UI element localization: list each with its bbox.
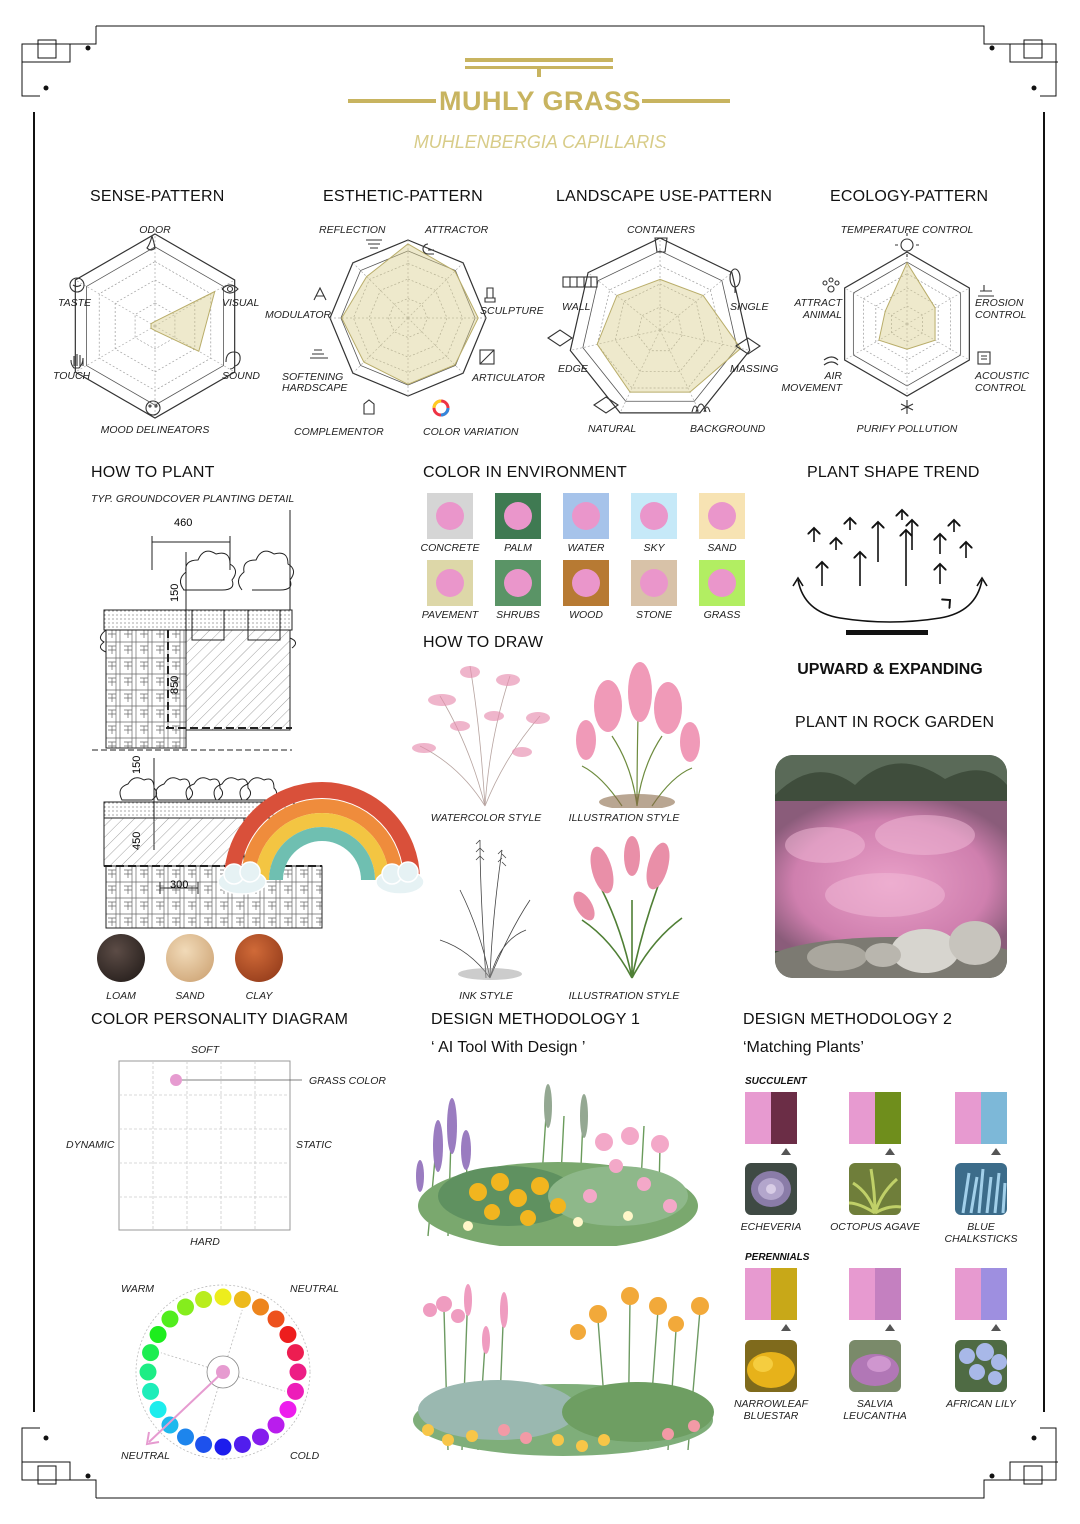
page-subtitle: MUHLENBERGIA CAPILLARIS xyxy=(413,132,667,152)
color-pair xyxy=(849,1268,901,1320)
planting-combo-illustration-2 xyxy=(408,1270,718,1456)
swatch-label: STONE xyxy=(636,609,672,621)
axis-label: SOFTENING HARDSCAPE xyxy=(282,371,348,394)
swatch-palm xyxy=(495,493,541,539)
rock-garden-photo xyxy=(775,755,1007,978)
purify-icon xyxy=(901,400,913,414)
axis-label: COMPLEMENTOR xyxy=(294,426,384,438)
plant-label: OCTOPUS AGAVE xyxy=(830,1221,920,1233)
pink-dot xyxy=(436,502,464,530)
axis-label: MOOD DELINEATORS xyxy=(100,424,210,436)
axis-label: MASSING xyxy=(730,363,779,375)
pink-dot xyxy=(708,502,736,530)
pair-color-grass xyxy=(745,1268,771,1320)
modulator-icon xyxy=(314,288,326,300)
wheel-dot xyxy=(142,1344,159,1361)
shape-trend-diagram xyxy=(790,500,990,640)
axis-label: WALL xyxy=(562,301,591,313)
axis-label: ATTRACT ANIMAL xyxy=(794,297,842,321)
pair-color-grass xyxy=(955,1268,981,1320)
pair-color-grass xyxy=(745,1092,771,1144)
swatch-sand xyxy=(699,493,745,539)
plant-label: BLUE CHALKSTICKS xyxy=(944,1221,1018,1245)
pink-dot xyxy=(708,569,736,597)
axis-label: TOUCH xyxy=(53,370,91,382)
pink-dot xyxy=(572,569,600,597)
how-to-plant-subtitle: TYP. GROUNDCOVER PLANTING DETAIL xyxy=(91,493,295,505)
method1-title: DESIGN METHODOLOGY 1 xyxy=(431,1011,641,1028)
sculpture-icon xyxy=(485,288,495,302)
axis-label: VISUAL xyxy=(222,297,260,309)
rainbow-sticker xyxy=(212,770,434,896)
dim-label: 460 xyxy=(174,517,193,529)
color-pair xyxy=(745,1268,797,1320)
dim-label: 450 xyxy=(131,831,143,850)
axis-label: TEMPERATURE CONTROL xyxy=(840,224,974,236)
draw-style-label: ILLUSTRATION STYLE xyxy=(568,812,680,824)
swatch-pavement xyxy=(427,560,473,606)
color-personality-title: COLOR PERSONALITY DIAGRAM xyxy=(91,1011,349,1028)
triangle-icon xyxy=(885,1148,895,1155)
axis-label: SINGLE xyxy=(730,301,769,313)
draw-style-label: ILLUSTRATION STYLE xyxy=(568,990,680,1002)
wheel-dot xyxy=(279,1326,296,1343)
wheel-dot xyxy=(279,1401,296,1418)
color-variation-icon xyxy=(434,401,448,415)
wheel-cold: COLD xyxy=(290,1450,320,1462)
pink-dot xyxy=(640,569,668,597)
pink-dot xyxy=(436,569,464,597)
hand-icon xyxy=(71,354,83,368)
method2-subtitle: ‘Matching Plants’ xyxy=(743,1039,864,1056)
swatch-grass xyxy=(699,560,745,606)
pair-color-plant xyxy=(875,1268,901,1320)
ink-grass-illustration xyxy=(430,830,550,980)
plant-label: NARROWLEAF BLUESTAR xyxy=(733,1398,809,1422)
acoustic-icon xyxy=(978,352,990,364)
wheel-dot xyxy=(142,1383,159,1400)
color-pair xyxy=(849,1092,901,1144)
wheel-dot xyxy=(287,1344,304,1361)
softening-icon xyxy=(310,350,328,358)
axis-label: REFLECTION xyxy=(319,224,386,236)
shrub-2 xyxy=(238,551,293,590)
axis-label: ATTRACTOR xyxy=(425,224,489,236)
triangle-icon xyxy=(781,1324,791,1331)
sense-pattern-title: SENSE-PATTERN xyxy=(90,188,225,205)
swatch-label: PAVEMENT xyxy=(421,609,479,621)
planting-combo-illustration-1 xyxy=(408,1066,700,1246)
eye-icon xyxy=(222,285,238,293)
dim-label: 850 xyxy=(169,675,181,694)
ecology-pattern-title: ECOLOGY-PATTERN xyxy=(830,188,989,205)
axis-soft: SOFT xyxy=(191,1044,219,1056)
vase-icon xyxy=(730,269,740,293)
wheel-dot xyxy=(215,1289,232,1306)
air-icon xyxy=(824,357,838,365)
method2-title: DESIGN METHODOLOGY 2 xyxy=(743,1011,953,1028)
dim-label: 300 xyxy=(170,879,189,891)
swatch-label: GRASS xyxy=(703,609,741,621)
axis-label: COLOR VARIATION xyxy=(423,426,519,438)
wheel-dot xyxy=(234,1436,251,1453)
pink-dot xyxy=(504,569,532,597)
soil-label: SAND xyxy=(175,990,205,1002)
shape-trend-title: PLANT SHAPE TREND xyxy=(807,464,980,481)
wheel-dot xyxy=(150,1326,167,1343)
axis-dynamic: DYNAMIC xyxy=(66,1139,115,1151)
echeveria-photo xyxy=(745,1163,797,1215)
axis-label: TASTE xyxy=(58,297,92,309)
draw-style-label: INK STYLE xyxy=(459,990,513,1002)
salvia-leucantha-photo xyxy=(849,1340,901,1392)
swatch-label: SHRUBS xyxy=(496,609,540,621)
reflection-icon xyxy=(366,240,382,248)
wheel-dot xyxy=(290,1364,307,1381)
color-environment-title: COLOR IN ENVIRONMENT xyxy=(423,464,628,481)
pair-color-plant xyxy=(981,1092,1007,1144)
erosion-icon xyxy=(978,285,994,296)
illustration-grass-1 xyxy=(562,656,712,808)
magnet-icon xyxy=(423,244,434,254)
wheel-dot xyxy=(195,1436,212,1453)
triangle-icon xyxy=(885,1324,895,1331)
axis-label: NATURAL xyxy=(588,423,637,435)
watercolor-grass-illustration xyxy=(410,656,560,808)
paw-icon xyxy=(823,278,839,292)
pair-color-grass xyxy=(849,1268,875,1320)
wheel-dot xyxy=(252,1299,269,1316)
grass-color-marker xyxy=(170,1074,182,1086)
taste-icon xyxy=(70,278,84,292)
wheel-dot xyxy=(195,1291,212,1308)
natural-icon xyxy=(594,397,618,413)
swatch-sky xyxy=(631,493,677,539)
wheel-warm: WARM xyxy=(121,1283,155,1295)
background-icon xyxy=(692,404,710,412)
wheel-neutral-top: NEUTRAL xyxy=(290,1283,340,1295)
soil-label: LOAM xyxy=(106,990,136,1002)
pink-dot xyxy=(572,502,600,530)
color-pair xyxy=(745,1092,797,1144)
articulator-icon xyxy=(480,350,494,364)
group-perennials-label: PERENNIALS xyxy=(745,1252,810,1263)
wheel-dot xyxy=(161,1417,178,1434)
draw-style-label: WATERCOLOR STYLE xyxy=(430,812,542,824)
octopus-agave-photo xyxy=(849,1163,901,1215)
wheel-dot xyxy=(161,1310,178,1327)
axis-label: PURIFY POLLUTION xyxy=(856,423,958,435)
axis-label: AIR MOVEMENT xyxy=(781,370,842,394)
ear-icon xyxy=(226,352,240,369)
axis-label: EROSION CONTROL xyxy=(975,297,1027,321)
shrub-1 xyxy=(180,551,235,590)
swatch-concrete xyxy=(427,493,473,539)
grass-color-label: GRASS COLOR xyxy=(309,1075,387,1087)
triangle-icon xyxy=(781,1148,791,1155)
blue-chalksticks-photo xyxy=(955,1163,1007,1215)
swatch-label: PALM xyxy=(504,542,532,554)
narrowleaf-bluestar-photo xyxy=(745,1340,797,1392)
wheel-dot xyxy=(252,1428,269,1445)
pair-color-grass xyxy=(849,1092,875,1144)
wheel-dot xyxy=(150,1401,167,1418)
edge-icon xyxy=(548,330,572,346)
massing-icon xyxy=(736,338,760,354)
containers-icon xyxy=(655,238,667,252)
wheel-dot xyxy=(287,1383,304,1400)
temperature-icon xyxy=(895,233,919,257)
pair-color-plant xyxy=(771,1092,797,1144)
pair-color-plant xyxy=(875,1092,901,1144)
soil-sand xyxy=(166,934,214,982)
how-to-draw-title: HOW TO DRAW xyxy=(423,634,544,651)
pair-color-plant xyxy=(771,1268,797,1320)
axis-hard: HARD xyxy=(190,1236,220,1248)
wheel-neutral-bottom: NEUTRAL xyxy=(121,1450,171,1462)
esthetic-pattern-title: ESTHETIC-PATTERN xyxy=(323,188,483,205)
swatch-label: SKY xyxy=(643,542,665,554)
axis-label: ARTICULATOR xyxy=(472,372,545,384)
axis-label: ACOUSTIC CONTROL xyxy=(975,370,1030,394)
swatch-label: CONCRETE xyxy=(420,542,480,554)
page-title: MUHLY GRASS xyxy=(438,86,642,116)
axis-label: ODOR xyxy=(139,224,171,236)
swatch-wood xyxy=(563,560,609,606)
axis-label: EDGE xyxy=(558,363,588,375)
illustration-grass-2 xyxy=(562,830,702,980)
color-pair xyxy=(955,1092,1007,1144)
pink-dot xyxy=(640,502,668,530)
shape-trend-caption: UPWARD & EXPANDING xyxy=(797,661,983,678)
dim-label: 150 xyxy=(169,583,181,602)
wall-icon xyxy=(563,277,597,287)
axis-label: SCULPTURE xyxy=(480,305,544,317)
plant-label: SALVIA LEUCANTHA xyxy=(843,1398,907,1422)
wheel-dot xyxy=(215,1439,232,1456)
axis-static: STATIC xyxy=(296,1139,332,1151)
nose-icon xyxy=(147,236,155,250)
axis-label: CONTAINERS xyxy=(626,224,696,236)
triangle-icon xyxy=(991,1148,1001,1155)
axis-label: BACKGROUND xyxy=(690,423,766,435)
swatch-water xyxy=(563,493,609,539)
axis-label: SOUND xyxy=(222,370,260,382)
wheel-dot xyxy=(268,1417,285,1434)
pair-color-plant xyxy=(981,1268,1007,1320)
complementor-icon xyxy=(364,400,374,414)
how-to-plant-title: HOW TO PLANT xyxy=(91,464,215,481)
soil-clay xyxy=(235,934,283,982)
radar-icons xyxy=(0,0,1080,460)
swatch-label: WOOD xyxy=(569,609,603,621)
wheel-dot xyxy=(268,1310,285,1327)
personality-grid xyxy=(118,1060,318,1232)
swatch-shrubs xyxy=(495,560,541,606)
color-wheel xyxy=(124,1278,324,1468)
swatch-label: WATER xyxy=(567,542,605,554)
axis-label: MODULATOR xyxy=(265,309,332,321)
wheel-dot xyxy=(234,1291,251,1308)
wheel-dot xyxy=(177,1299,194,1316)
soil-loam xyxy=(97,934,145,982)
triangle-icon xyxy=(991,1324,1001,1331)
mood-face-icon xyxy=(146,401,160,415)
pink-dot xyxy=(504,502,532,530)
group-succulent-label: SUCCULENT xyxy=(745,1076,807,1087)
method1-subtitle: ‘ AI Tool With Design ’ xyxy=(431,1039,586,1056)
rock-garden-title: PLANT IN ROCK GARDEN xyxy=(795,714,995,731)
swatch-label: SAND xyxy=(707,542,737,554)
dim-label: 150 xyxy=(131,755,143,774)
soil-label: CLAY xyxy=(245,990,273,1002)
swatch-stone xyxy=(631,560,677,606)
landscape-pattern-title: LANDSCAPE USE-PATTERN xyxy=(556,188,773,205)
african-lily-photo xyxy=(955,1340,1007,1392)
wheel-dot xyxy=(140,1364,157,1381)
color-pair xyxy=(955,1268,1007,1320)
plant-label: ECHEVERIA xyxy=(740,1221,802,1233)
plant-label: AFRICAN LILY xyxy=(946,1398,1016,1410)
pair-color-grass xyxy=(955,1092,981,1144)
wheel-dot xyxy=(177,1428,194,1445)
